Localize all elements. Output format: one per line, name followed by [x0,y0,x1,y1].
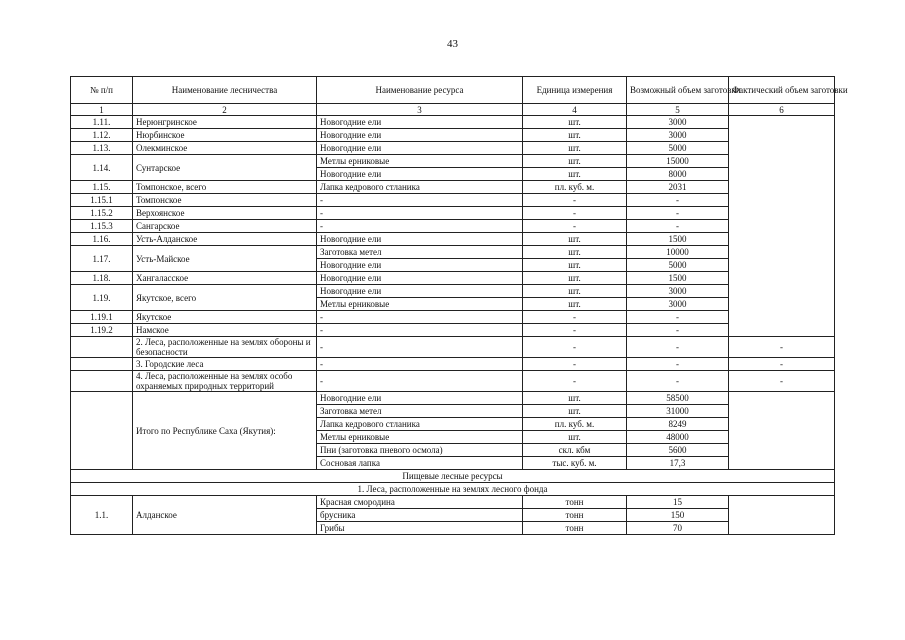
header-cell: Единица измерения [523,77,627,104]
volume-cell: - [627,371,729,392]
resource-cell: - [317,371,523,392]
volume-cell: 17,3 [627,457,729,470]
resource-cell: Грибы [317,522,523,535]
unit-cell: шт. [523,233,627,246]
volume-cell: - [627,220,729,233]
row-number-cell: 1.1. [71,496,133,535]
subcategory-row [71,483,835,496]
resource-cell: - [317,207,523,220]
volume-cell: 3000 [627,116,729,129]
section-name-cell: 2. Леса, расположенные на землях обороны и безопасности [133,337,317,358]
row-number-cell [71,337,133,358]
unit-cell: тыс. куб. м. [523,457,627,470]
resource-cell: брусника [317,509,523,522]
forestry-name-cell: Намское [133,324,317,337]
forestry-name-cell: Якутское, всего [133,285,317,311]
resource-cell: Пни (заготовка пневого осмола) [317,444,523,457]
unit-cell: шт. [523,116,627,129]
resource-cell: Сосновая лапка [317,457,523,470]
table-row [71,324,835,337]
resource-cell: Красная смородина [317,496,523,509]
forestry-name-cell: Томпонское, всего [133,181,317,194]
volume-cell: 2031 [627,181,729,194]
resource-cell: Метлы ерниковые [317,431,523,444]
resource-cell: Новогодние ели [317,168,523,181]
volume-cell: 150 [627,509,729,522]
row-number-cell: 1.17. [71,246,133,272]
unit-cell: шт. [523,285,627,298]
page-number: 43 [447,38,458,50]
volume-cell: 3000 [627,285,729,298]
resource-cell: Метлы ерниковые [317,155,523,168]
volume-cell: - [627,324,729,337]
resource-cell: - [317,358,523,371]
resource-cell: Метлы ерниковые [317,298,523,311]
forestry-name-cell: Алданское [133,496,317,535]
volume-cell: 8249 [627,418,729,431]
unit-cell: - [523,324,627,337]
total-label-cell: Итого по Республике Саха (Якутия): [133,392,317,470]
volume-cell: 5000 [627,259,729,272]
volume-cell: 31000 [627,405,729,418]
row-number-cell: 1.16. [71,233,133,246]
volume-cell: - [627,311,729,324]
column-number-row [71,104,835,116]
forest-resources-table [70,76,848,535]
total-row [71,392,835,405]
column-number: 4 [523,104,627,116]
volume-cell: 10000 [627,246,729,259]
volume-cell: 1500 [627,272,729,285]
column-number: 5 [627,104,729,116]
unit-cell: пл. куб. м. [523,181,627,194]
volume-cell: - [627,358,729,371]
column-number: 6 [729,104,835,116]
volume-cell: 70 [627,522,729,535]
table-row [71,194,835,207]
resource-cell: Новогодние ели [317,233,523,246]
resource-cell: Лапка кедрового стланика [317,418,523,431]
resource-cell: Лапка кедрового стланика [317,181,523,194]
unit-cell: шт. [523,298,627,311]
table-row [71,311,835,324]
forestry-name-cell: Усть-Алданское [133,233,317,246]
unit-cell: - [523,194,627,207]
resource-cell: Новогодние ели [317,129,523,142]
actual-volume-cell [729,116,835,337]
row-number-cell: 1.19.2 [71,324,133,337]
volume-cell: 15000 [627,155,729,168]
unit-cell: шт. [523,155,627,168]
forestry-name-cell: Якутское [133,311,317,324]
forestry-name-cell: Усть-Майское [133,246,317,272]
row-number-cell: 1.15.3 [71,220,133,233]
unit-cell: тонн [523,509,627,522]
volume-cell: 3000 [627,298,729,311]
resource-cell: - [317,337,523,358]
row-number-cell [71,358,133,371]
unit-cell: шт. [523,168,627,181]
resource-cell: Новогодние ели [317,285,523,298]
unit-cell: скл. кбм [523,444,627,457]
volume-cell: 48000 [627,431,729,444]
unit-cell: пл. куб. м. [523,418,627,431]
actual-volume-cell [729,392,835,470]
resource-cell: Новогодние ели [317,142,523,155]
section-row [71,337,835,358]
unit-cell: - [523,311,627,324]
row-number-cell: 1.13. [71,142,133,155]
volume-cell: 8000 [627,168,729,181]
unit-cell: - [523,207,627,220]
volume-cell: 1500 [627,233,729,246]
volume-cell: - [627,194,729,207]
table-row [71,181,835,194]
section-name-cell: 4. Леса, расположенные на землях особо охраняемых природных территорий [133,371,317,392]
table-row [71,233,835,246]
unit-cell: - [523,337,627,358]
unit-cell: шт. [523,129,627,142]
forestry-name-cell: Хангаласское [133,272,317,285]
header-cell: № п/п [71,77,133,104]
unit-cell: шт. [523,272,627,285]
unit-cell: - [523,358,627,371]
table-row [71,220,835,233]
section-row [71,371,835,392]
header-cell: Наименование лесничества [133,77,317,104]
actual-volume-cell: - [729,358,835,371]
resource-cell: Заготовка метел [317,246,523,259]
resource-cell: - [317,311,523,324]
unit-cell: шт. [523,431,627,444]
category-row [71,470,835,483]
row-number-cell: 1.19. [71,285,133,311]
resource-cell: Новогодние ели [317,259,523,272]
forestry-name-cell: Сунтарское [133,155,317,181]
unit-cell: шт. [523,259,627,272]
section-name-cell: 3. Городские леса [133,358,317,371]
forestry-name-cell: Нюрбинское [133,129,317,142]
unit-cell: - [523,371,627,392]
resource-cell: Новогодние ели [317,116,523,129]
row-number-cell: 1.11. [71,116,133,129]
forestry-name-cell: Сангарское [133,220,317,233]
unit-cell: шт. [523,246,627,259]
actual-volume-cell [729,496,835,535]
column-number: 3 [317,104,523,116]
header-cell: Возможный объем заготовки [627,77,729,104]
resource-cell: Новогодние ели [317,392,523,405]
resource-cell: - [317,194,523,207]
resource-cell: Новогодние ели [317,272,523,285]
volume-cell: - [627,207,729,220]
unit-cell: шт. [523,392,627,405]
row-number-cell: 1.18. [71,272,133,285]
row-number-cell: 1.15.2 [71,207,133,220]
section-row [71,358,835,371]
resource-cell: - [317,220,523,233]
column-number: 2 [133,104,317,116]
row-number-cell: 1.12. [71,129,133,142]
volume-cell: - [627,337,729,358]
volume-cell: 5600 [627,444,729,457]
unit-cell: тонн [523,522,627,535]
row-number-cell: 1.15.1 [71,194,133,207]
unit-cell: шт. [523,405,627,418]
table-row [71,246,835,259]
row-number-cell [71,392,133,470]
volume-cell: 58500 [627,392,729,405]
table-row [71,285,835,298]
actual-volume-cell: - [729,337,835,358]
table-row [71,272,835,285]
row-number-cell: 1.15. [71,181,133,194]
table-row [71,142,835,155]
unit-cell: - [523,220,627,233]
row-number-cell [71,371,133,392]
volume-cell: 5000 [627,142,729,155]
header-cell: Фактический объем заготовки [729,77,835,104]
table-row [71,116,835,129]
forestry-name-cell: Олекминское [133,142,317,155]
row-number-cell: 1.14. [71,155,133,181]
table-row [71,129,835,142]
subcategory-title: 1. Леса, расположенные на землях лесного фонда [71,483,835,496]
volume-cell: 15 [627,496,729,509]
table-row [71,155,835,168]
column-number: 1 [71,104,133,116]
table-row [71,496,835,509]
unit-cell: тонн [523,496,627,509]
forestry-name-cell: Нерюнгринское [133,116,317,129]
forestry-name-cell: Верхоянское [133,207,317,220]
header-row [71,77,835,104]
volume-cell: 3000 [627,129,729,142]
unit-cell: шт. [523,142,627,155]
category-title: Пищевые лесные ресурсы [71,470,835,483]
header-cell: Наименование ресурса [317,77,523,104]
forestry-name-cell: Томпонское [133,194,317,207]
row-number-cell: 1.19.1 [71,311,133,324]
resource-cell: Заготовка метел [317,405,523,418]
actual-volume-cell: - [729,371,835,392]
table-row [71,207,835,220]
resource-cell: - [317,324,523,337]
table-body [71,116,835,535]
